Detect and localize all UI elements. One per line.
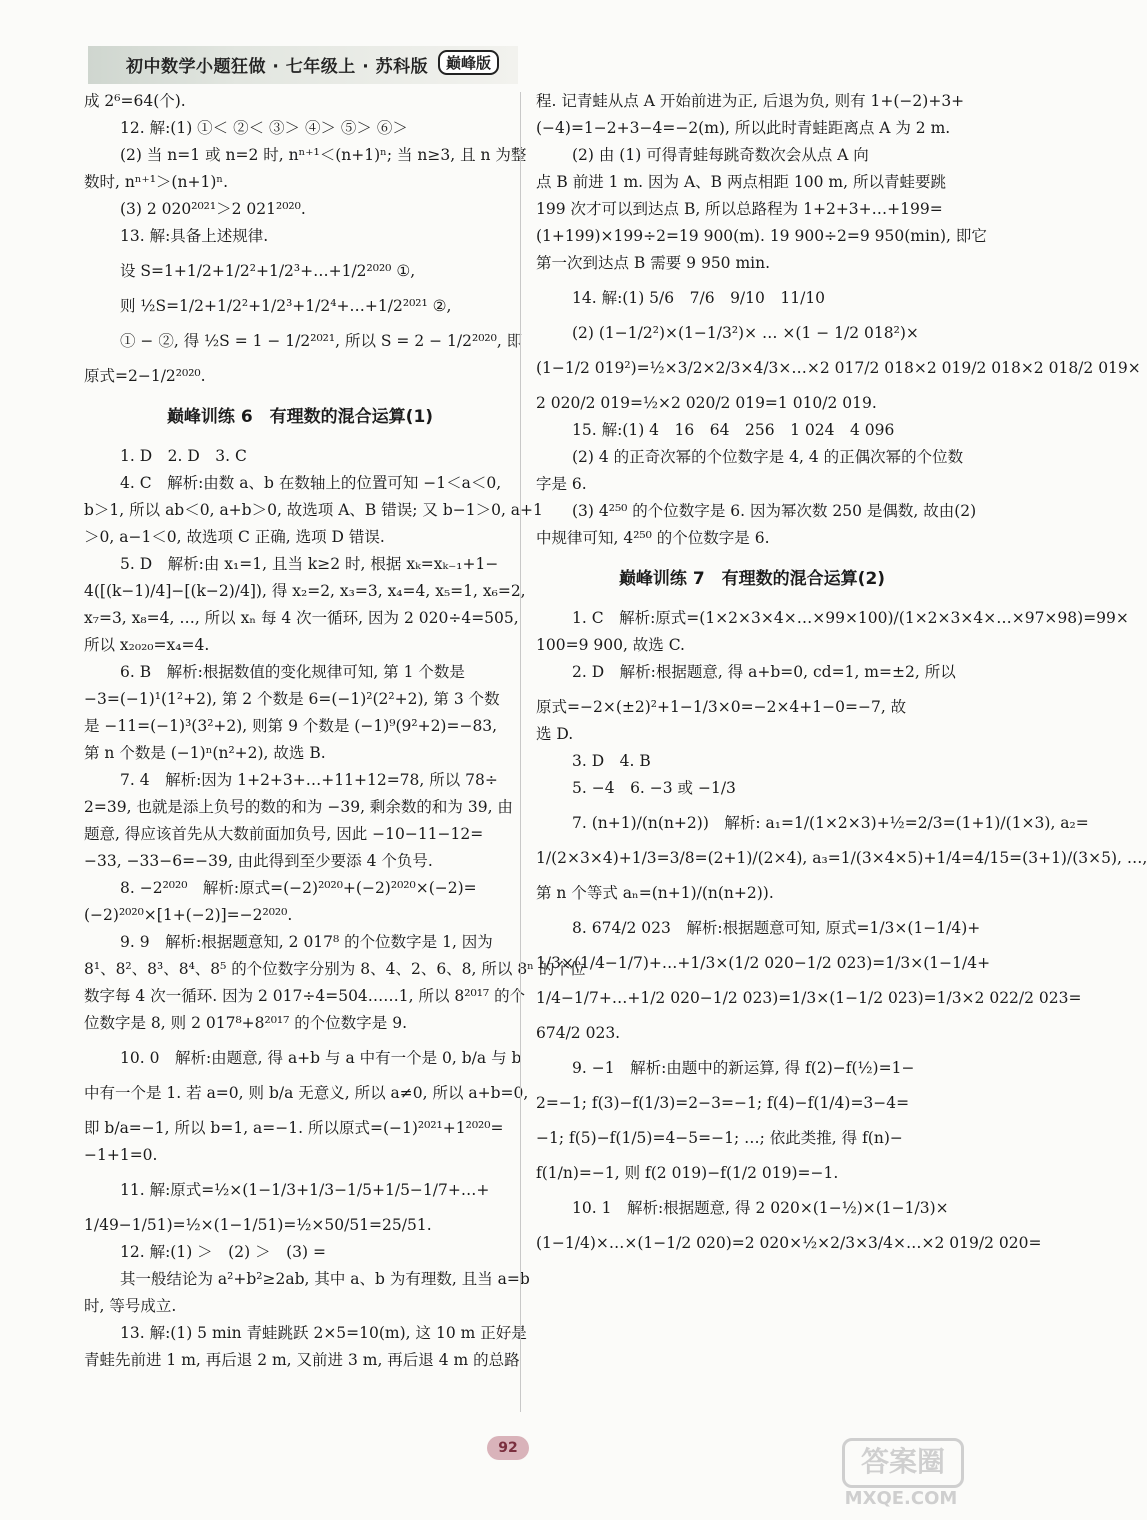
text-line: 7. (n+1)/(n(n+2)) 解析: a₁=1/(1×2×3)+½=2/3=(1+1)/(1×3), a₂= — [572, 814, 1089, 832]
text-line: 是 −11=(−1)³(3²+2), 则第 9 个数是 (−1)⁹(9²+2)=−83, — [84, 717, 498, 735]
text-line: 9. 9 解析:根据题意知, 2 017⁸ 的个位数字是 1, 因为 — [120, 933, 493, 951]
text-line: 12. 解:(1) ＞ (2) ＞ (3) = — [120, 1243, 326, 1261]
header-title: 初中数学小题狂做 · 七年级上 · 苏科版 — [126, 57, 429, 77]
text-line: (2) 由 (1) 可得青蛙每跳奇数次会从点 A 向 — [572, 146, 869, 164]
text-line: 位数字是 8, 则 2 017⁸+8²⁰¹⁷ 的个位数字是 9. — [84, 1014, 408, 1032]
text-line: (2) (1−1/2²)×(1−1/3²)× … ×(1 − 1/2 018²)× — [572, 324, 919, 342]
text-line: 第 n 个数是 (−1)ⁿ(n²+2), 故选 B. — [84, 744, 326, 762]
text-line: (1+199)×199÷2=19 900(m). 19 900÷2=9 950(min), 即它 — [536, 227, 987, 245]
text-line: 10. 0 解析:由题意, 得 a+b 与 a 中有一个是 0, b/a 与 b — [120, 1049, 522, 1067]
text-line: f(1/n)=−1, 则 f(2 019)−f(1/2 019)=−1. — [536, 1164, 839, 1182]
text-line: 5. −4 6. −3 或 −1/3 — [572, 779, 736, 797]
text-line: (2) 4 的正奇次幂的个位数字是 4, 4 的正偶次幂的个位数 — [572, 448, 964, 466]
text-line: 1/4−1/7+…+1/2 020−1/2 023)=1/3×(1−1/2 023)=1/3×2 022/2 023= — [536, 989, 1082, 1007]
text-line: −3=(−1)¹(1²+2), 第 2 个数是 6=(−1)²(2²+2), 第 3 个数 — [84, 690, 500, 708]
text-line: 2. D 解析:根据题意, 得 a+b=0, cd=1, m=±2, 所以 — [572, 663, 956, 681]
section-heading: 巅峰训练 7 有理数的混合运算(2) — [618, 569, 886, 589]
text-line: (−2)²⁰²⁰×[1+(−2)]=−2²⁰²⁰. — [84, 906, 293, 924]
text-line: 1/(2×3×4)+1/3=3/8=(2+1)/(2×4), a₃=1/(3×4×5)+1/4=4/15=(3+1)/(3×5), …, — [536, 849, 1147, 867]
text-line: 数时, nⁿ⁺¹＞(n+1)ⁿ. — [84, 173, 228, 191]
text-line: −33, −33−6=−39, 由此得到至少要添 4 个负号. — [84, 852, 433, 870]
text-line: 9. −1 解析:由题中的新运算, 得 f(2)−f(½)=1− — [572, 1059, 915, 1077]
text-line: 题意, 得应该首先从大数前面加负号, 因此 −10−11−12= — [84, 825, 484, 843]
text-line: 7. 4 解析:因为 1+2+3+…+11+12=78, 所以 78÷ — [120, 771, 498, 789]
text-line: 4. C 解析:由数 a、b 在数轴上的位置可知 −1＜a＜0, — [120, 474, 502, 492]
text-line: 1/49−1/51)=½×(1−1/51)=½×50/51=25/51. — [84, 1216, 432, 1234]
text-line: 青蛙先前进 1 m, 再后退 2 m, 又前进 3 m, 再后退 4 m 的总路 — [84, 1351, 520, 1369]
watermark-logo-icon: 答案圈 — [842, 1438, 964, 1488]
text-line: 则 ½S=1/2+1/2²+1/2³+1/2⁴+…+1/2²⁰²¹ ②, — [120, 297, 452, 315]
text-line: 12. 解:(1) ①＜ ②＜ ③＞ ④＞ ⑤＞ ⑥＞ — [120, 119, 408, 137]
text-line: 199 次才可以到达点 B, 所以总路程为 1+2+3+…+199= — [536, 200, 943, 218]
text-line: 10. 1 解析:根据题意, 得 2 020×(1−½)×(1−1/3)× — [572, 1199, 949, 1217]
text-line: 8¹、8²、8³、8⁴、8⁵ 的个位数字分别为 8、4、2、6、8, 所以 8ⁿ 的个位 — [84, 960, 586, 978]
text-line: 4([(k−1)/4]−[(k−2)/4]), 得 x₂=2, x₃=3, x₄=4, x₅=1, x₆=2, — [84, 582, 526, 600]
text-line: (1−1/4)×…×(1−1/2 020)=2 020×½×2/3×3/4×…×2 019/2 020= — [536, 1234, 1042, 1252]
text-line: 8. 674/2 023 解析:根据题意可知, 原式=1/3×(1−1/4)+ — [572, 919, 981, 937]
text-line: 11. 解:原式=½×(1−1/3+1/3−1/5+1/5−1/7+…+ — [120, 1181, 490, 1199]
text-line: −1+1=0. — [84, 1146, 158, 1164]
edition-badge: 巅峰版 — [438, 50, 499, 75]
text-line: 原式=−2×(±2)²+1−1/3×0=−2×4+1−0=−7, 故 — [536, 698, 907, 716]
text-line: 所以 x₂₀₂₀=x₄=4. — [84, 636, 210, 654]
text-line: 字是 6. — [536, 475, 587, 493]
text-line: 成 2⁶=64(个). — [84, 92, 186, 110]
text-line: x₇=3, x₈=4, …, 所以 xₙ 每 4 次一循环, 因为 2 020÷4=505, — [84, 609, 519, 627]
text-line: 原式=2−1/2²⁰²⁰. — [84, 367, 206, 385]
text-line: 15. 解:(1) 4 16 64 256 1 024 4 096 — [572, 421, 895, 439]
text-line: 点 B 前进 1 m. 因为 A、B 两点相距 100 m, 所以青蛙要跳 — [536, 173, 946, 191]
text-line: ① − ②, 得 ½S = 1 − 1/2²⁰²¹, 所以 S = 2 − 1/2²⁰²⁰, 即 — [120, 332, 523, 350]
text-line: 第一次到达点 B 需要 9 950 min. — [536, 254, 771, 272]
text-line: 2=−1; f(3)−f(1/3)=2−3=−1; f(4)−f(1/4)=3−4= — [536, 1094, 910, 1112]
text-line: 13. 解:(1) 5 min 青蛙跳跃 2×5=10(m), 这 10 m 正好是 — [120, 1324, 527, 1342]
text-line: 3. D 4. B — [572, 752, 651, 770]
text-line: 时, 等号成立. — [84, 1297, 177, 1315]
text-line: (1−1/2 019²)=½×3/2×2/3×4/3×…×2 017/2 018×2 019/2 018×2 018/2 019× — [536, 359, 1141, 377]
text-line: ＞0, a−1＜0, 故选项 C 正确, 选项 D 错误. — [84, 528, 385, 546]
text-line: (2) 当 n=1 或 n=2 时, nⁿ⁺¹＜(n+1)ⁿ; 当 n≥3, 且 n 为整 — [120, 146, 527, 164]
text-line: 1. C 解析:原式=(1×2×3×4×…×99×100)/(1×2×3×4×…×97×98)=99× — [572, 609, 1129, 627]
text-line: 选 D. — [536, 725, 574, 743]
text-line: 1. D 2. D 3. C — [120, 447, 247, 465]
text-line: 13. 解:具备上述规律. — [120, 227, 269, 245]
text-line: 8. −2²⁰²⁰ 解析:原式=(−2)²⁰²⁰+(−2)²⁰²⁰×(−2)= — [120, 879, 477, 897]
text-line: 2 020/2 019=½×2 020/2 019=1 010/2 019. — [536, 394, 877, 412]
text-line: 6. B 解析:根据数值的变化规律可知, 第 1 个数是 — [120, 663, 465, 681]
text-line: 5. D 解析:由 x₁=1, 且当 k≥2 时, 根据 xₖ=xₖ₋₁+1− — [120, 555, 499, 573]
text-line: 程. 记青蛙从点 A 开始前进为正, 后退为负, 则有 1+(−2)+3+ — [536, 92, 965, 110]
right-column — [536, 88, 1147, 1257]
text-line: 14. 解:(1) 5/6 7/6 9/10 11/10 — [572, 289, 826, 307]
text-line: 100=9 900, 故选 C. — [536, 636, 685, 654]
text-line: (3) 4²⁵⁰ 的个位数字是 6. 因为幂次数 250 是偶数, 故由(2) — [572, 502, 977, 520]
text-line: −1; f(5)−f(1/5)=4−5=−1; …; 依此类推, 得 f(n)− — [536, 1129, 903, 1147]
page-number: 92 — [487, 1436, 529, 1460]
text-line: 674/2 023. — [536, 1024, 621, 1042]
text-line: (−4)=1−2+3−4=−2(m), 所以此时青蛙距离点 A 为 2 m. — [536, 119, 951, 137]
text-line: 其一般结论为 a²+b²≥2ab, 其中 a、b 为有理数, 且当 a=b — [120, 1270, 530, 1288]
section-heading: 巅峰训练 6 有理数的混合运算(1) — [166, 407, 434, 427]
text-line: 即 b/a=−1, 所以 b=1, a=−1. 所以原式=(−1)²⁰²¹+1²⁰²⁰= — [84, 1119, 504, 1137]
text-line: (3) 2 020²⁰²¹＞2 021²⁰²⁰. — [120, 200, 306, 218]
text-line: 2=39, 也就是添上负号的数的和为 −39, 剩余数的和为 39, 由 — [84, 798, 513, 816]
text-line: 中有一个是 1. 若 a=0, 则 b/a 无意义, 所以 a≠0, 所以 a+b=0, — [84, 1084, 529, 1102]
text-line: 第 n 个等式 aₙ=(n+1)/(n(n+2)). — [536, 884, 774, 902]
column-divider — [520, 92, 521, 1412]
watermark-site: MXQE.COM — [844, 1488, 958, 1509]
text-line: 中规律可知, 4²⁵⁰ 的个位数字是 6. — [536, 529, 770, 547]
text-line: 1/3×(1/4−1/7)+…+1/3×(1/2 020−1/2 023)=1/3×(1−1/4+ — [536, 954, 991, 972]
text-line: b＞1, 所以 ab＜0, a+b＞0, 故选项 A、B 错误; 又 b−1＞0, a+1 — [84, 501, 543, 519]
text-line: 设 S=1+1/2+1/2²+1/2³+…+1/2²⁰²⁰ ①, — [120, 262, 416, 280]
text-line: 数字每 4 次一循环. 因为 2 017÷4=504……1, 所以 8²⁰¹⁷ 的个 — [84, 987, 526, 1005]
